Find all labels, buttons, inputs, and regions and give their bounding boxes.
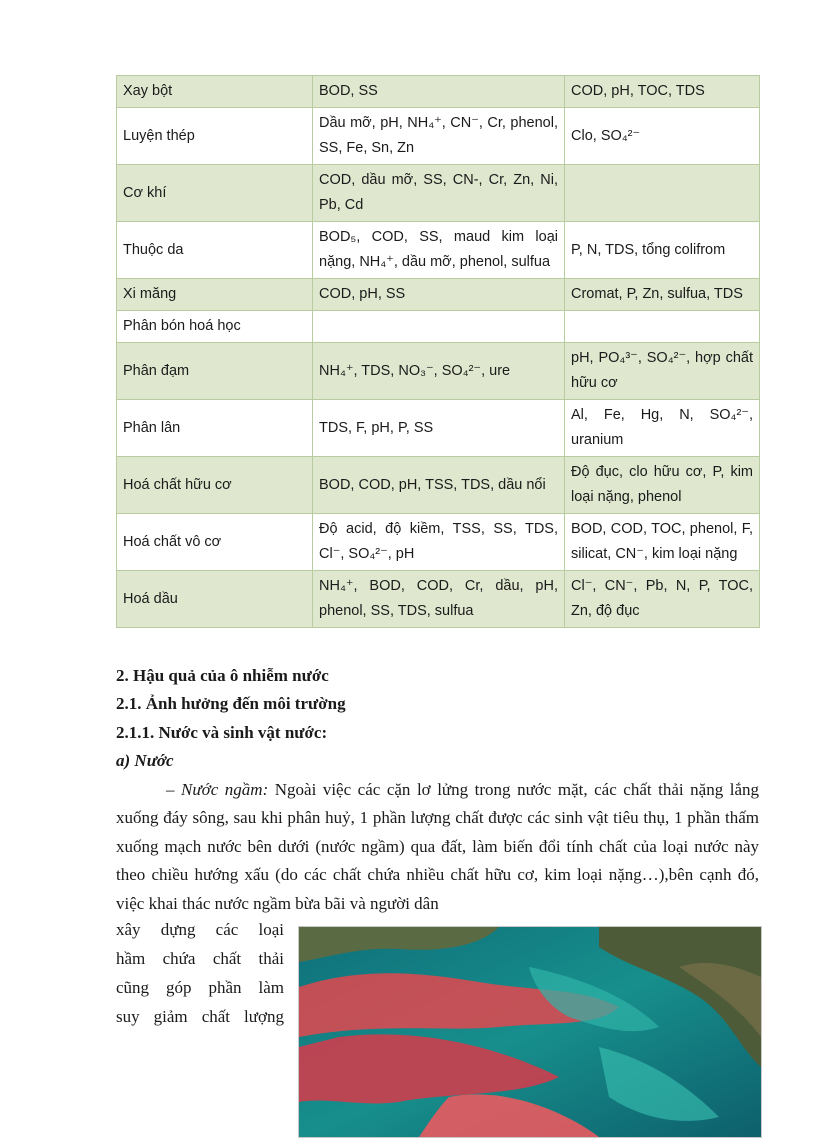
wrap-line: cũng góp phần làm [116, 978, 284, 997]
pollutant-table [116, 75, 760, 628]
table-row [117, 222, 760, 279]
table-row [117, 514, 760, 571]
table-row [117, 400, 760, 457]
industry-cell: Cơ khí [117, 165, 313, 222]
industry-cell: Luyện thép [117, 108, 313, 165]
pollutants-cell: TDS, F, pH, P, SS [313, 400, 565, 457]
table-row [117, 571, 760, 628]
wrap-line: xây dựng các loại [116, 920, 284, 939]
heading-consequences: 2. Hậu quả của ô nhiễm nước [116, 666, 329, 685]
other-pollutants-cell: Cromat, P, Zn, sulfua, TDS [565, 279, 760, 311]
groundwater-term: Nước ngầm: [181, 780, 269, 799]
industry-cell: Hoá chất vô cơ [117, 514, 313, 571]
other-pollutants-cell: Clo, SO₄²⁻ [565, 108, 760, 165]
industry-cell: Xay bột [117, 76, 313, 108]
red-tide-image [299, 927, 761, 1137]
pollutants-cell: COD, dầu mỡ, SS, CN-, Cr, Zn, Ni, Pb, Cd [313, 165, 565, 222]
pollutants-cell [313, 311, 565, 343]
pollutants-cell: NH₄⁺, TDS, NO₃⁻, SO₄²⁻, ure [313, 343, 565, 400]
other-pollutants-cell: Cl⁻, CN⁻, Pb, N, P, TOC, Zn, độ đục [565, 571, 760, 628]
pollutants-cell: BOD, SS [313, 76, 565, 108]
other-pollutants-cell [565, 311, 760, 343]
table-row [117, 76, 760, 108]
table-row [117, 457, 760, 514]
other-pollutants-cell: P, N, TDS, tổng colifrom [565, 222, 760, 279]
pollutants-cell: BOD, COD, pH, TSS, TDS, dầu nổi [313, 457, 565, 514]
pollutants-cell: COD, pH, SS [313, 279, 565, 311]
red-tide-photo [298, 926, 762, 1138]
pollutants-cell: BOD₅, COD, SS, maud kim loại nặng, NH₄⁺, dầu mỡ, phenol, sulfua [313, 222, 565, 279]
pollutants-cell: NH₄⁺, BOD, COD, Cr, dầu, pH, phenol, SS, TDS, sulfua [313, 571, 565, 628]
industry-cell: Thuộc da [117, 222, 313, 279]
other-pollutants-cell: Độ đục, clo hữu cơ, P, kim loại nặng, phenol [565, 457, 760, 514]
groundwater-text: Ngoài việc các cặn lơ lửng trong nước mặt, các chất thải nặng lắng xuống đáy sông, sau khi phân huỷ, 1 phần lượng chất được các sinh vật tiêu thụ, 1 phần thấm xuống mạch nước bên dưới (nước ngầm) qua đất, làm biến đổi tính chất của loại nước này theo chiều hướng xấu (do các chất chứa nhiều chất hữu cơ, kim loại nặng…),bên cạnh đó, việc khai thác nước ngầm bừa bãi và người dân [116, 780, 759, 913]
table-row [117, 165, 760, 222]
list-dash: – [166, 780, 175, 799]
industry-cell: Hoá dầu [117, 571, 313, 628]
industry-cell: Phân đạm [117, 343, 313, 400]
industry-cell: Xi măng [117, 279, 313, 311]
pollutants-cell: Dầu mỡ, pH, NH₄⁺, CN⁻, Cr, phenol, SS, Fe, Sn, Zn [313, 108, 565, 165]
other-pollutants-cell: BOD, COD, TOC, phenol, F, silicat, CN⁻, kim loại nặng [565, 514, 760, 571]
heading-water: a) Nước [116, 751, 174, 770]
other-pollutants-cell: COD, pH, TOC, TDS [565, 76, 760, 108]
pollutants-cell: Độ acid, độ kiềm, TSS, SS, TDS, Cl⁻, SO₄²⁻, pH [313, 514, 565, 571]
wrap-line: suy giảm chất lượng [116, 1007, 284, 1026]
table-row [117, 279, 760, 311]
table-row [117, 108, 760, 165]
industry-cell: Phân lân [117, 400, 313, 457]
heading-water-organisms: 2.1.1. Nước và sinh vật nước: [116, 723, 328, 742]
table-row [117, 343, 760, 400]
wrap-text-block [116, 915, 284, 1031]
table-row [117, 311, 760, 343]
industry-cell: Hoá chất hữu cơ [117, 457, 313, 514]
other-pollutants-cell: pH, PO₄³⁻, SO₄²⁻, hợp chất hữu cơ [565, 343, 760, 400]
other-pollutants-cell: Al, Fe, Hg, N, SO₄²⁻, uranium [565, 400, 760, 457]
wrap-line: hầm chứa chất thải [116, 949, 284, 968]
heading-environment-impact: 2.1. Ảnh hưởng đến môi trường [116, 694, 346, 713]
other-pollutants-cell [565, 165, 760, 222]
industry-cell: Phân bón hoá học [117, 311, 313, 343]
groundwater-paragraph [116, 776, 759, 918]
